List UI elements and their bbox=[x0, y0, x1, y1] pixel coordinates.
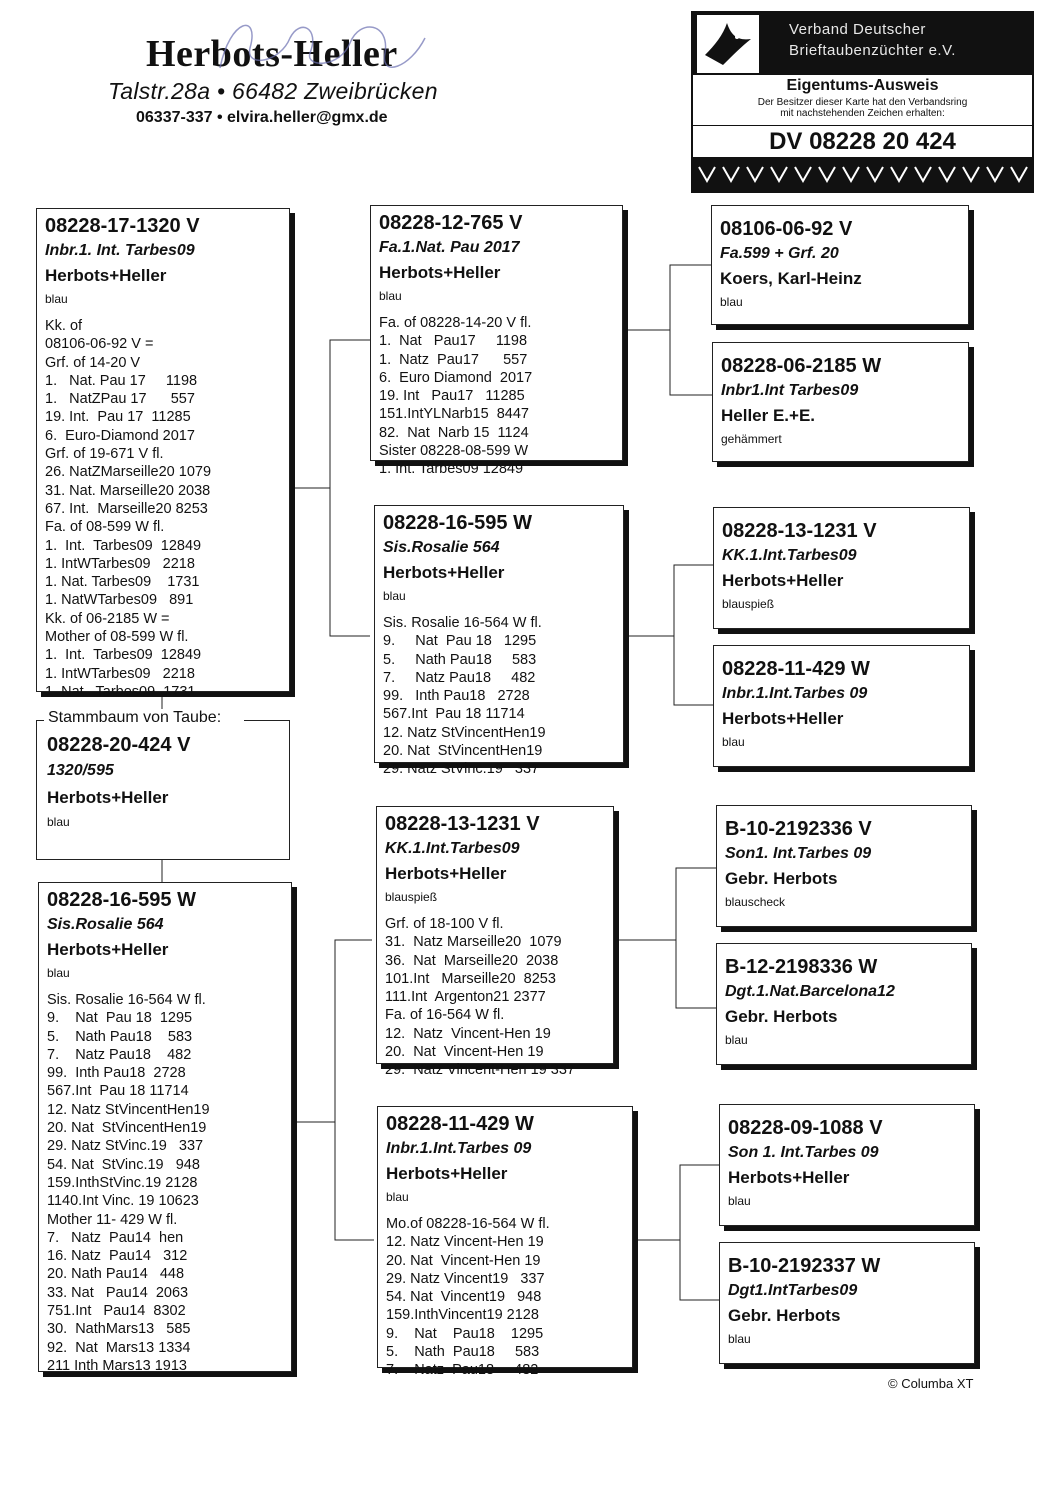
great-grandparent-card bbox=[719, 1104, 975, 1226]
performance-line: Mo.of 08228-16-564 W fl. bbox=[386, 1216, 550, 1232]
grandparent-ring: 08228-16-595 W bbox=[383, 512, 532, 534]
performance-line: 9. Nat Pau 18 1295 bbox=[383, 633, 537, 650]
performance-line: 7. Natz Pau18 482 bbox=[386, 1362, 539, 1379]
grandparent-owner: Herbots+Heller bbox=[379, 263, 501, 282]
performance-line: 31. Nat. Marseille20 2038 bbox=[45, 482, 211, 499]
performance-line: Grf. of 19-671 V fl. bbox=[45, 446, 164, 463]
performance-line: 20. Nat Vincent-Hen 19 bbox=[386, 1252, 541, 1269]
great-grandparent-owner: Gebr. Herbots bbox=[725, 869, 838, 888]
ownership-subtitle-line-1: Der Besitzer dieser Karte hat den Verbandsring bbox=[757, 97, 968, 108]
performance-line: 1. IntWTarbes09 2218 bbox=[45, 665, 195, 682]
grandparent-performance bbox=[386, 1215, 624, 1380]
performance-line: 151.IntYLNarb15 8447 bbox=[379, 406, 529, 423]
performance-line: 26. NatZMarseille20 1079 bbox=[45, 464, 212, 481]
great-grandparent-ring: 08228-11-429 W bbox=[722, 658, 870, 680]
great-grandparent-note: Dgt.1.Nat.Barcelona12 bbox=[725, 983, 895, 1000]
performance-line: 6. Euro Diamond 2017 bbox=[379, 369, 533, 386]
dam-owner: Herbots+Heller bbox=[47, 940, 169, 959]
performance-line: 1. Natz Pau17 557 bbox=[379, 351, 528, 368]
grandparent-note: Inbr.1.Int.Tarbes 09 bbox=[386, 1140, 532, 1157]
dove-logo-icon bbox=[697, 15, 759, 73]
performance-line: 1. Nat. Tarbes09 1731 bbox=[45, 574, 200, 591]
great-grandparent-ring: 08228-13-1231 V bbox=[722, 520, 877, 542]
performance-line: Grf. of 18-100 V fl. bbox=[385, 916, 504, 932]
performance-line: 1. Int. Tarbes09 12849 bbox=[45, 647, 202, 664]
grandparent-card bbox=[376, 806, 614, 1079]
grandparent-card bbox=[377, 1106, 633, 1379]
performance-line: 1. Nat. Pau 17 1198 bbox=[45, 372, 198, 389]
performance-line: 9. Nat Pau18 1295 bbox=[386, 1325, 544, 1342]
performance-line: 1. IntWTarbes09 2218 bbox=[45, 555, 195, 572]
performance-line: 12. Natz StVincentHen19 bbox=[383, 724, 546, 741]
performance-line: 1. Int. Tarbes09 12849 bbox=[45, 537, 202, 554]
performance-line: Sis. Rosalie 16-564 W fl. bbox=[47, 992, 206, 1008]
performance-line: 92. Nat Mars13 1334 bbox=[47, 1339, 191, 1356]
performance-line: 9. Nat Pau 18 1295 bbox=[47, 1010, 193, 1027]
grandparent-ring: 08228-13-1231 V bbox=[385, 813, 540, 835]
performance-line: 1. NatWTarbes09 891 bbox=[45, 592, 194, 609]
great-grandparent-owner: Herbots+Heller bbox=[722, 571, 844, 590]
performance-line: 6. Euro-Diamond 2017 bbox=[45, 427, 195, 444]
performance-line: 1. Nat Pau17 1198 bbox=[379, 333, 528, 350]
performance-line: 29. Natz Vincent19 337 bbox=[386, 1270, 545, 1287]
great-grandparent-ring: 08228-09-1088 V bbox=[728, 1117, 883, 1139]
grandparent-owner: Herbots+Heller bbox=[383, 563, 505, 582]
performance-line: 5. Nath Pau18 583 bbox=[383, 651, 537, 668]
great-grandparent-owner: Gebr. Herbots bbox=[725, 1007, 838, 1026]
performance-line: 101.Int Marseille20 8253 bbox=[385, 970, 556, 987]
dam-card bbox=[38, 882, 292, 1372]
great-grandparent-ring: B-12-2198336 W bbox=[725, 956, 878, 978]
performance-line: 99. Inth Pau18 2728 bbox=[47, 1065, 186, 1082]
subject-ring: 08228-20-424 V bbox=[47, 734, 191, 756]
great-grandparent-ring: 08228-06-2185 W bbox=[721, 355, 882, 377]
grandparent-performance bbox=[385, 915, 605, 1080]
performance-line: 29. Natz StVinc.19 337 bbox=[47, 1138, 204, 1155]
performance-line: 567.Int Pau 18 11714 bbox=[383, 706, 525, 723]
grandparent-note: KK.1.Int.Tarbes09 bbox=[385, 840, 520, 857]
performance-line: 567.Int Pau 18 11714 bbox=[47, 1083, 189, 1100]
performance-line: 29. Natz Vincent-Hen 19 337 bbox=[385, 1062, 575, 1079]
performance-line: 111.Int Argenton21 2377 bbox=[385, 989, 546, 1006]
performance-line: Fa. of 08228-14-20 V fl. bbox=[379, 315, 532, 331]
performance-line: 12. Natz Vincent-Hen 19 bbox=[386, 1234, 544, 1251]
performance-line: 1. Int. Tarbes09 12849 bbox=[379, 461, 524, 478]
performance-line: 5. Nath Pau18 583 bbox=[47, 1028, 193, 1045]
ownership-title: Eigentums-Ausweis bbox=[786, 77, 939, 94]
great-grandparent-color: blau bbox=[720, 295, 743, 309]
great-grandparent-card bbox=[716, 805, 972, 927]
copyright: © Columba XT bbox=[888, 1376, 974, 1391]
performance-line: Mother 11- 429 W fl. bbox=[47, 1211, 178, 1228]
great-grandparent-owner: Heller E.+E. bbox=[721, 406, 816, 425]
performance-line: 67. Int. Marseille20 8253 bbox=[45, 500, 208, 517]
performance-line: 5. Nath Pau18 583 bbox=[386, 1344, 540, 1361]
performance-line: 54. Nat Vincent19 948 bbox=[386, 1289, 542, 1306]
grandparent-ring: 08228-11-429 W bbox=[386, 1113, 534, 1135]
great-grandparent-card bbox=[711, 205, 969, 325]
great-grandparent-color: gehämmert bbox=[721, 432, 782, 446]
performance-line: 54. Nat StVinc.19 948 bbox=[47, 1156, 200, 1173]
grandparent-ring: 08228-12-765 V bbox=[379, 212, 523, 234]
great-grandparent-note: Inbr.1.Int.Tarbes 09 bbox=[722, 685, 868, 702]
performance-line: 19. Int Pau17 11285 bbox=[379, 388, 525, 405]
great-grandparent-note: Son1. Int.Tarbes 09 bbox=[725, 845, 872, 862]
subject-owner: Herbots+Heller bbox=[47, 788, 169, 807]
performance-line: 20. Nat Vincent-Hen 19 bbox=[385, 1044, 544, 1061]
great-grandparent-note: Son 1. Int.Tarbes 09 bbox=[728, 1144, 879, 1161]
performance-line: 20. Nath Pau14 448 bbox=[47, 1266, 185, 1283]
great-grandparent-owner: Herbots+Heller bbox=[728, 1168, 850, 1187]
great-grandparent-note: KK.1.Int.Tarbes09 bbox=[722, 547, 857, 564]
great-grandparent-note: Inbr1.Int Tarbes09 bbox=[721, 382, 859, 399]
grandparent-card bbox=[374, 505, 624, 778]
ownership-subtitle bbox=[693, 97, 1032, 119]
sire-card bbox=[36, 208, 290, 700]
great-grandparent-card bbox=[712, 342, 969, 462]
performance-line: 7. Natz Pau18 482 bbox=[47, 1046, 192, 1063]
org-line-1: Verband Deutscher bbox=[789, 21, 926, 38]
performance-line: 211 Inth Mars13 1913 bbox=[47, 1357, 187, 1374]
great-grandparent-color: blau bbox=[725, 1033, 748, 1047]
performance-line: Sister 08228-08-599 W bbox=[379, 443, 529, 460]
performance-line: Kk. of 06-2185 W = bbox=[45, 610, 170, 627]
performance-line: 16. Natz Pau14 312 bbox=[47, 1248, 188, 1265]
subject-note: 1320/595 bbox=[47, 762, 114, 779]
ownership-card bbox=[691, 11, 1034, 193]
performance-line: 12. Natz StVincentHen19 bbox=[47, 1101, 210, 1118]
performance-line: 30. NathMars13 585 bbox=[47, 1321, 191, 1338]
grandparent-note: Sis.Rosalie 564 bbox=[383, 539, 500, 556]
performance-line: 08106-06-92 V = bbox=[45, 336, 154, 353]
performance-line: Sis. Rosalie 16-564 W fl. bbox=[383, 615, 542, 631]
great-grandparent-card bbox=[716, 943, 972, 1065]
dam-ring: 08228-16-595 W bbox=[47, 889, 196, 911]
performance-line: Kk. of bbox=[45, 318, 83, 334]
breeder-name: Herbots-Heller bbox=[146, 33, 398, 75]
grandparent-performance bbox=[379, 314, 614, 479]
performance-line: 751.Int Pau14 8302 bbox=[47, 1303, 186, 1320]
performance-line: 19. Int. Pau 17 11285 bbox=[45, 409, 191, 426]
ring-pattern-icon bbox=[693, 157, 1032, 191]
sire-color: blau bbox=[45, 292, 68, 306]
great-grandparent-color: blauspieß bbox=[722, 597, 775, 611]
ownership-card-header bbox=[693, 13, 1032, 75]
grandparent-color: blau bbox=[386, 1190, 409, 1204]
performance-line: 20. Nat StVincentHen19 bbox=[47, 1120, 207, 1137]
sire-performance bbox=[45, 317, 281, 701]
performance-line: 1 Nat Tarbes09 1731 bbox=[45, 683, 196, 700]
great-grandparent-owner: Gebr. Herbots bbox=[728, 1306, 841, 1325]
great-grandparent-card bbox=[713, 645, 970, 767]
breeder-contact: 06337-337 • elvira.heller@gmx.de bbox=[136, 109, 388, 126]
great-grandparent-color: blauscheck bbox=[725, 895, 786, 909]
org-line-2: Brieftaubenzüchter e.V. bbox=[789, 42, 956, 59]
breeder-address: Talstr.28a • 66482 Zweibrücken bbox=[108, 78, 438, 104]
ownership-ring-number: DV 08228 20 424 bbox=[693, 125, 1032, 156]
performance-line: 20. Nat StVincentHen19 bbox=[383, 743, 543, 760]
performance-line: 82. Nat Narb 15 1124 bbox=[379, 424, 529, 441]
performance-line: 31. Natz Marseille20 1079 bbox=[385, 934, 562, 951]
performance-line: 29. Natz StVinc.19 337 bbox=[383, 761, 540, 778]
great-grandparent-ring: B-10-2192337 W bbox=[728, 1255, 881, 1277]
performance-line: 12. Natz Vincent-Hen 19 bbox=[385, 1025, 551, 1042]
great-grandparent-color: blau bbox=[722, 735, 745, 749]
great-grandparent-card bbox=[713, 507, 970, 629]
great-grandparent-ring: B-10-2192336 V bbox=[725, 818, 872, 840]
great-grandparent-note: Fa.599 + Grf. 20 bbox=[720, 245, 839, 262]
grandparent-card bbox=[370, 205, 623, 478]
performance-line: Mother of 08-599 W fl. bbox=[45, 629, 189, 646]
great-grandparent-owner: Koers, Karl-Heinz bbox=[720, 269, 862, 288]
great-grandparent-color: blau bbox=[728, 1332, 751, 1346]
performance-line: Fa. of 16-564 W fl. bbox=[385, 1007, 505, 1024]
grandparent-color: blau bbox=[383, 589, 406, 603]
subject-color: blau bbox=[47, 815, 70, 829]
great-grandparent-ring: 08106-06-92 V bbox=[720, 218, 853, 240]
performance-line: 159.InthVincent19 2128 bbox=[386, 1307, 539, 1324]
dam-note: Sis.Rosalie 564 bbox=[47, 916, 164, 933]
grandparent-performance bbox=[383, 614, 615, 779]
performance-line: 1. NatZPau 17 557 bbox=[45, 391, 195, 408]
performance-line: 7. Natz Pau14 hen bbox=[47, 1229, 184, 1246]
performance-line: 1140.Int Vinc. 19 10623 bbox=[47, 1193, 199, 1210]
great-grandparent-card bbox=[719, 1242, 975, 1364]
performance-line: 99. Inth Pau18 2728 bbox=[383, 688, 530, 705]
sire-note: Inbr.1. Int. Tarbes09 bbox=[45, 242, 195, 259]
grandparent-color: blauspieß bbox=[385, 890, 438, 904]
great-grandparent-color: blau bbox=[728, 1194, 751, 1208]
great-grandparent-note: Dgt1.IntTarbes09 bbox=[728, 1282, 858, 1299]
dam-color: blau bbox=[47, 966, 70, 980]
great-grandparent-owner: Herbots+Heller bbox=[722, 709, 844, 728]
subject-card bbox=[36, 720, 290, 860]
performance-line: 7. Natz Pau18 482 bbox=[383, 669, 536, 686]
dam-performance bbox=[47, 991, 283, 1375]
pedigree-of-label: Stammbaum von Taube: bbox=[44, 709, 225, 727]
grandparent-color: blau bbox=[379, 289, 402, 303]
grandparent-note: Fa.1.Nat. Pau 2017 bbox=[379, 239, 520, 256]
performance-line: 33. Nat Pau14 2063 bbox=[47, 1284, 189, 1301]
performance-line: Grf. of 14-20 V bbox=[45, 354, 141, 371]
performance-line: Fa. of 08-599 W fl. bbox=[45, 519, 165, 536]
ownership-subtitle-line-2: mit nachstehenden Zeichen erhalten: bbox=[780, 108, 945, 119]
sire-owner: Herbots+Heller bbox=[45, 266, 167, 285]
grandparent-owner: Herbots+Heller bbox=[385, 864, 507, 883]
sire-ring: 08228-17-1320 V bbox=[45, 215, 200, 237]
grandparent-owner: Herbots+Heller bbox=[386, 1164, 508, 1183]
performance-line: 159.InthStVinc.19 2128 bbox=[47, 1174, 198, 1191]
performance-line: 36. Nat Marseille20 2038 bbox=[385, 952, 559, 969]
